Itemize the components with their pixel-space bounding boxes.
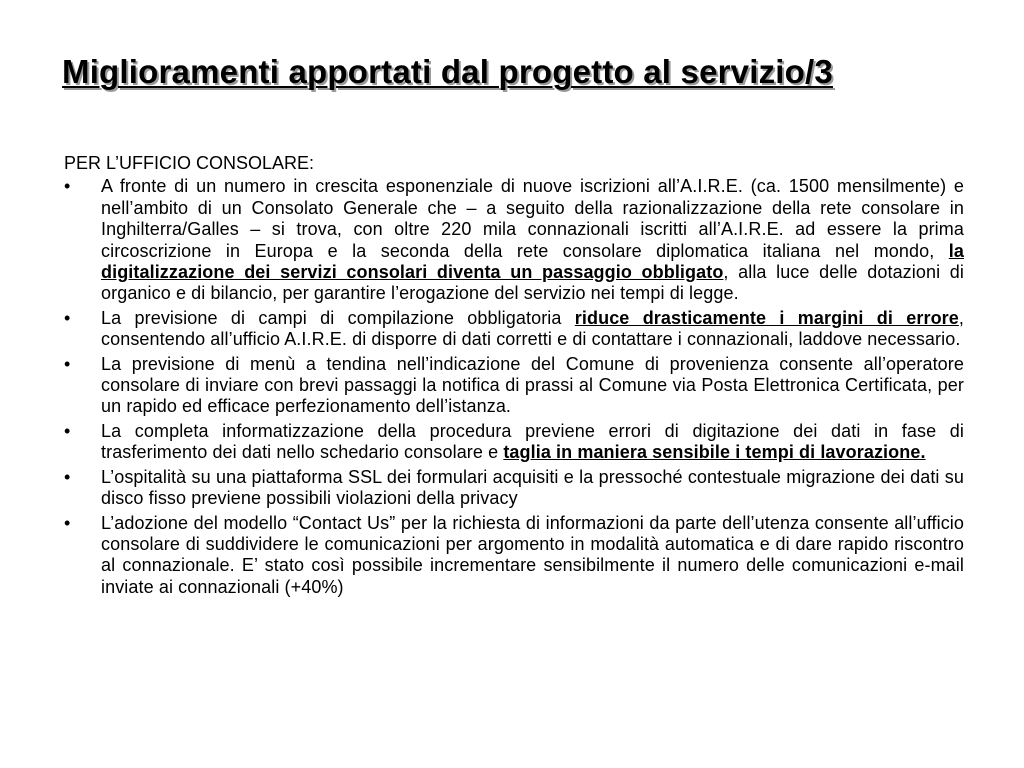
bullet-text: L’ospitalità su una piattaforma SSL dei formulari acquisiti e la pressoché contestuale migrazione dei dati su disco fisso previene possibili violazioni della privacy <box>101 466 964 509</box>
bullet-icon: • <box>64 512 71 533</box>
section-subhead: PER L’UFFICIO CONSOLARE: <box>64 153 315 173</box>
bullet-icon: • <box>64 307 71 328</box>
bullet-icon: • <box>64 466 71 487</box>
bullet-item <box>64 308 964 351</box>
bullet-list <box>64 176 964 598</box>
bullet-icon: • <box>64 353 71 374</box>
bullet-text-tail: , consentendo all’ufficio A.I.R.E. di disporre di dati corretti e di contattare i connazionali, laddove necessario. <box>101 307 964 350</box>
bullet-icon: • <box>64 176 71 197</box>
bullet-text: L’adozione del modello “Contact Us” per la richiesta di informazioni da parte dell’utenza consente all’ufficio consolare di suddividere le comunicazioni per argomento in modalità automatica e di dare rapido riscontro al connazionale. E’ stato così possibile incrementare sensibilmente il numero delle comunicazioni e-mail inviate ai connazionali (+40%) <box>101 512 964 597</box>
bullet-item <box>64 354 964 418</box>
bullet-item <box>64 513 964 599</box>
bullet-emphasis: taglia in maniera sensibile i tempi di lavorazione. <box>503 442 926 463</box>
bullet-text: La previsione di campi di compilazione obbligatoria <box>101 307 575 328</box>
bullet-text: La previsione di menù a tendina nell’indicazione del Comune di provenienza consente all’operatore consolare di inviare con brevi passaggi la notifica di prassi al Comune via Posta Elettronica Certificata, per un rapido ed efficace perfezionamento dell’istanza. <box>101 353 964 417</box>
bullet-item <box>64 421 964 464</box>
bullet-text: La completa informatizzazione della procedura previene errori di digitazione dei dati in fase di trasferimento dei dati nello schedario consolare e <box>101 420 964 463</box>
bullet-emphasis: riduce drasticamente i margini di errore <box>574 307 959 328</box>
bullet-item <box>64 467 964 510</box>
bullet-emphasis: la digitalizzazione dei servizi consolari diventa un passaggio obbligato <box>101 240 964 283</box>
bullet-text: A fronte di un numero in crescita esponenziale di nuove iscrizioni all’A.I.R.E. (ca. 1500 mensilmente) e nell’ambito di un Consolato Generale che – a seguito della razionalizzazione della rete consolare in Inghilterra/Galles – si trova, con oltre 220 mila connazionali iscritti all’A.I.R.E. ad essere la prima circoscrizione in Europa e la seconda della rete consolare diplomatica italiana nel mondo, <box>101 176 964 261</box>
slide-content <box>64 153 964 601</box>
slide-title: Miglioramenti apportati dal progetto al servizio/3 <box>62 53 833 90</box>
bullet-icon: • <box>64 420 71 441</box>
bullet-text-tail: , alla luce delle dotazioni di organico e di bilancio, per garantire l’erogazione del servizio nei tempi di legge. <box>101 262 964 304</box>
bullet-item <box>64 176 964 304</box>
